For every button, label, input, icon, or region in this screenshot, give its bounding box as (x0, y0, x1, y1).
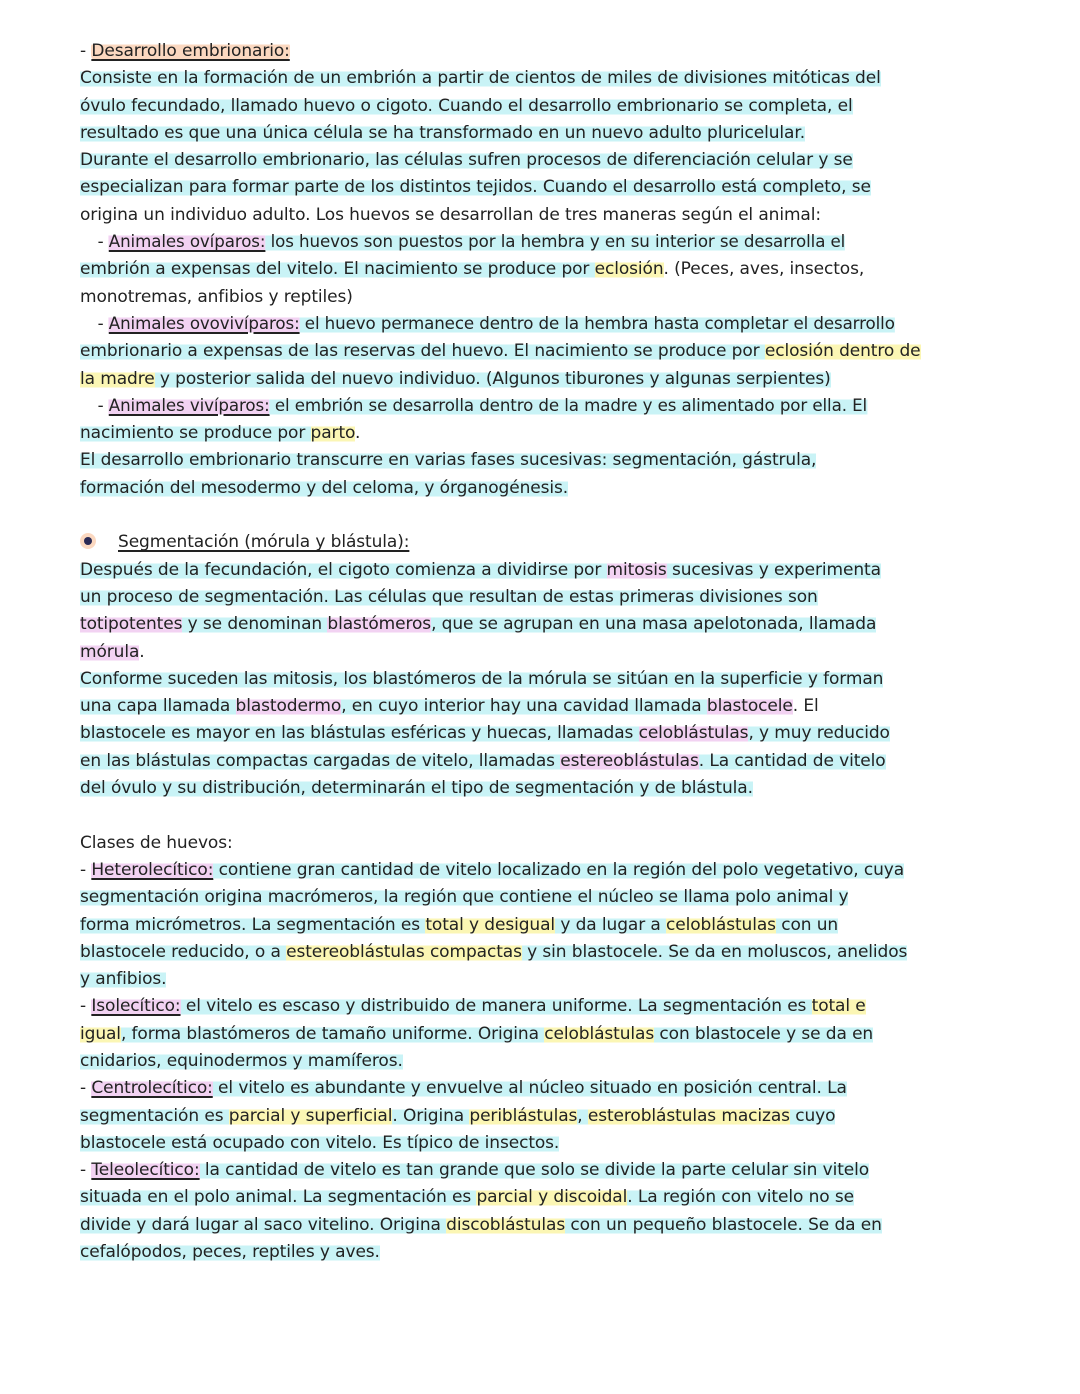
text-line (80, 748, 1010, 775)
text-line (80, 611, 1010, 638)
highlight-pink: blastodermo (235, 696, 342, 717)
text-span: monotremas, anfibios y reptiles) (80, 286, 353, 307)
list-item-viviparos: - Animales vivíparos: el embrión se desarrolla dentro de la madre y es alimentado por ella. El (97, 395, 868, 416)
text-span: situada en el polo animal. La segmentación es (80, 1187, 477, 1208)
highlight-yellow: parcial y superficial (228, 1105, 393, 1126)
list-item-centrolecitico: - Centrolecítico: el vitelo es abundante y envuelve al núcleo situado en posición central. La (80, 1078, 847, 1099)
text-line (80, 1184, 1010, 1211)
text-span: blastocele reducido, o a (80, 941, 287, 962)
text-span: sucesivas y experimenta (666, 559, 881, 580)
text-span: Durante el desarrollo embrionario, las células sufren procesos de diferenciación celular y se (80, 150, 853, 171)
text-span: . Origina (392, 1105, 470, 1126)
text-span: , y muy reducido (748, 723, 890, 744)
text-span: el vitelo es escaso y distribuido de manera uniforme. La segmentación es (180, 996, 812, 1017)
text-span: cuyo (789, 1105, 836, 1126)
text-line (80, 1021, 1010, 1048)
highlight-yellow: discoblástulas (446, 1214, 566, 1235)
highlight-pink: celoblástulas (638, 723, 749, 744)
text-span: forma micrómetros. La segmentación es (80, 914, 426, 935)
text-span: del óvulo y su distribución, determinarán el tipo de segmentación y de blástula. (80, 778, 753, 799)
list-item-isolecitico: - Isolecítico: el vitelo es escaso y distribuido de manera uniforme. La segmentación es total e (80, 996, 866, 1017)
text-span: El desarrollo embrionario transcurre en varias fases sucesivas: segmentación, gástrula, (80, 450, 817, 471)
term-teleolecitico: Teleolecítico: (91, 1160, 200, 1181)
text-span: contiene gran cantidad de vitelo localizado en la región del polo vegetativo, cuya (213, 859, 905, 880)
text-span: divide y dará lugar al saco vitelino. Origina (80, 1214, 447, 1235)
section3-title: Clases de huevos: (80, 832, 233, 853)
text-span: , forma blastómeros de tamaño uniforme. Origina (120, 1023, 545, 1044)
text-span: el vitelo es abundante y envuelve al núcleo situado en posición central. La (212, 1078, 847, 1099)
text-line (80, 366, 1010, 393)
text-line (80, 1103, 1010, 1130)
text-line (80, 147, 1010, 174)
text-span: , (577, 1105, 588, 1126)
highlight-yellow: total e (811, 996, 866, 1017)
text-span: y da lugar a (555, 914, 667, 935)
text-line (80, 1130, 1010, 1157)
text-span: . El (792, 696, 819, 717)
text-line (80, 256, 1010, 283)
spacer (80, 802, 1010, 829)
text-span: una capa llamada (80, 696, 236, 717)
text-span: con un (775, 914, 839, 935)
term-heterolecitico: Heterolecítico: (91, 859, 214, 880)
text-span: cefalópodos, peces, reptiles y aves. (80, 1242, 380, 1263)
text-span: embrión a expensas del vitelo. El nacimiento se produce por (80, 259, 595, 280)
highlight-yellow: igual (80, 1023, 121, 1044)
text-line (80, 338, 1010, 365)
text-span: el huevo permanece dentro de la hembra hasta completar el desarrollo (299, 313, 895, 334)
text-line (80, 884, 1010, 911)
highlight-pink: blastómeros (327, 614, 432, 635)
text-span: y posterior salida del nuevo individuo. (Algunos tiburones y algunas serpientes) (154, 368, 831, 389)
text-span: Consiste en la formación de un embrión a partir de cientos de miles de divisiones mitóticas del (80, 68, 881, 89)
text-span: , en cuyo interior hay una cavidad llamada (341, 696, 707, 717)
text-line (80, 639, 1010, 666)
notes-page (80, 38, 1010, 1266)
text-span: cnidarios, equinodermos y mamíferos. (80, 1050, 403, 1071)
spacer (80, 502, 1010, 529)
text-span: en las blástulas compactas cargadas de vitelo, llamadas (80, 750, 561, 771)
highlight-pink: mitosis (606, 559, 667, 580)
text-span: . La cantidad de vitelo (698, 750, 886, 771)
text-span: segmentación es (80, 1105, 229, 1126)
list-item-teleolecitico: - Teleolecítico: la cantidad de vitelo es tan grande que solo se divide la parte celular sin vitelo (80, 1160, 870, 1181)
highlight-yellow: la madre (80, 368, 155, 389)
term-isolecitico: Isolecítico: (91, 996, 181, 1017)
text-line (80, 693, 1010, 720)
section2-heading (80, 529, 1010, 556)
text-span: blastocele es mayor en las blástulas esféricas y huecas, llamadas (80, 723, 639, 744)
text-line (80, 775, 1010, 802)
highlight-yellow: total y desigual (425, 914, 556, 935)
highlight-yellow: parto (310, 423, 356, 444)
text-span: . (139, 641, 145, 662)
text-line (80, 557, 1010, 584)
highlight-pink: blastocele (706, 696, 793, 717)
term-oviparos: Animales ovíparos: (108, 232, 266, 253)
text-span: y anfibios. (80, 969, 167, 990)
section2-title: Segmentación (mórula y blástula): (118, 532, 410, 553)
text-span: origina un individuo adulto. Los huevos se desarrollan de tres maneras según el animal: (80, 204, 822, 225)
text-span: el embrión se desarrolla dentro de la madre y es alimentado por ella. El (269, 395, 868, 416)
highlight-yellow: parcial y discoidal (476, 1187, 628, 1208)
highlight-pink: totipotentes (80, 614, 183, 635)
text-span: resultado es que una única célula se ha transformado en un nuevo adulto pluricelular. (80, 122, 805, 143)
text-span: blastocele está ocupado con vitelo. Es típico de insectos. (80, 1132, 560, 1153)
term-viviparos: Animales vivíparos: (108, 395, 270, 416)
bullet-icon (84, 537, 92, 545)
text-span: , que se agrupan en una masa apelotonada, llamada (431, 614, 877, 635)
text-line (80, 1048, 1010, 1075)
text-span: los huevos son puestos por la hembra y en su interior se desarrolla el (265, 232, 846, 253)
list-item-oviparos: - Animales ovíparos: los huevos son puestos por la hembra y en su interior se desarrolla el (97, 232, 846, 253)
text-line (80, 1212, 1010, 1239)
text-line (80, 966, 1010, 993)
text-line (80, 720, 1010, 747)
text-span: la cantidad de vitelo es tan grande que solo se divide la parte celular sin vitelo (199, 1160, 870, 1181)
highlight-yellow: eclosión (594, 259, 664, 280)
text-span: y sin blastocele. Se da en moluscos, anelidos (521, 941, 908, 962)
highlight-yellow: periblástulas (469, 1105, 578, 1126)
text-span: . (Peces, aves, insectos, (663, 259, 865, 280)
highlight-yellow: estereoblástulas compactas (286, 941, 522, 962)
text-line (80, 202, 1010, 229)
highlight-yellow: celoblástulas (666, 914, 776, 935)
text-line (80, 912, 1010, 939)
text-line (80, 939, 1010, 966)
text-line (80, 174, 1010, 201)
highlight-yellow: celoblástulas (544, 1023, 655, 1044)
text-line (80, 666, 1010, 693)
text-span: especializan para formar parte de los distintos tejidos. Cuando el desarrollo está completo, se (80, 177, 871, 198)
text-line (80, 93, 1010, 120)
text-line (80, 120, 1010, 147)
section1-title: Desarrollo embrionario: (91, 41, 290, 61)
text-line (80, 475, 1010, 502)
text-span: y se denominan (182, 614, 328, 635)
text-span: Después de la fecundación, el cigoto comienza a dividirse por (80, 559, 607, 580)
text-line (80, 1239, 1010, 1266)
highlight-yellow: esteroblástulas macizas (587, 1105, 790, 1126)
text-span: óvulo fecundado, llamado huevo o cigoto. Cuando el desarrollo embrionario se completa, el (80, 95, 853, 116)
highlight-pink: mórula (80, 641, 140, 662)
text-span: un proceso de segmentación. Las células que resultan de estas primeras divisiones son (80, 586, 818, 607)
list-item-ovoviviparos: - Animales ovovivíparos: el huevo permanece dentro de la hembra hasta completar el desarrollo (97, 313, 895, 334)
text-span: embrionario a expensas de las reservas del huevo. El nacimiento se produce por (80, 341, 765, 362)
highlight-yellow: eclosión dentro de (764, 341, 921, 362)
text-span: . La región con vitelo no se (627, 1187, 854, 1208)
text-line (80, 284, 1010, 311)
section1-heading: - Desarrollo embrionario: (80, 41, 290, 61)
term-ovoviviparos: Animales ovovivíparos: (108, 313, 300, 334)
text-line (80, 447, 1010, 474)
text-line (80, 65, 1010, 92)
text-line (80, 420, 1010, 447)
text-span: nacimiento se produce por (80, 423, 311, 444)
text-line (80, 584, 1010, 611)
text-span: formación del mesodermo y del celoma, y órganogénesis. (80, 477, 569, 498)
text-span: con blastocele y se da en (654, 1023, 874, 1044)
term-centrolecitico: Centrolecítico: (91, 1078, 213, 1099)
highlight-pink: estereoblástulas (560, 750, 699, 771)
text-span: . (355, 423, 361, 444)
text-span: con un pequeño blastocele. Se da en (565, 1214, 882, 1235)
list-item-heterolecitico: - Heterolecítico: contiene gran cantidad de vitelo localizado en la región del polo vegetativo, cuya (80, 859, 905, 880)
text-span: segmentación origina macrómeros, la región que contiene el núcleo se llama polo animal y (80, 887, 849, 908)
text-span: Conforme suceden las mitosis, los blastómeros de la mórula se sitúan en la superficie y forman (80, 668, 884, 689)
